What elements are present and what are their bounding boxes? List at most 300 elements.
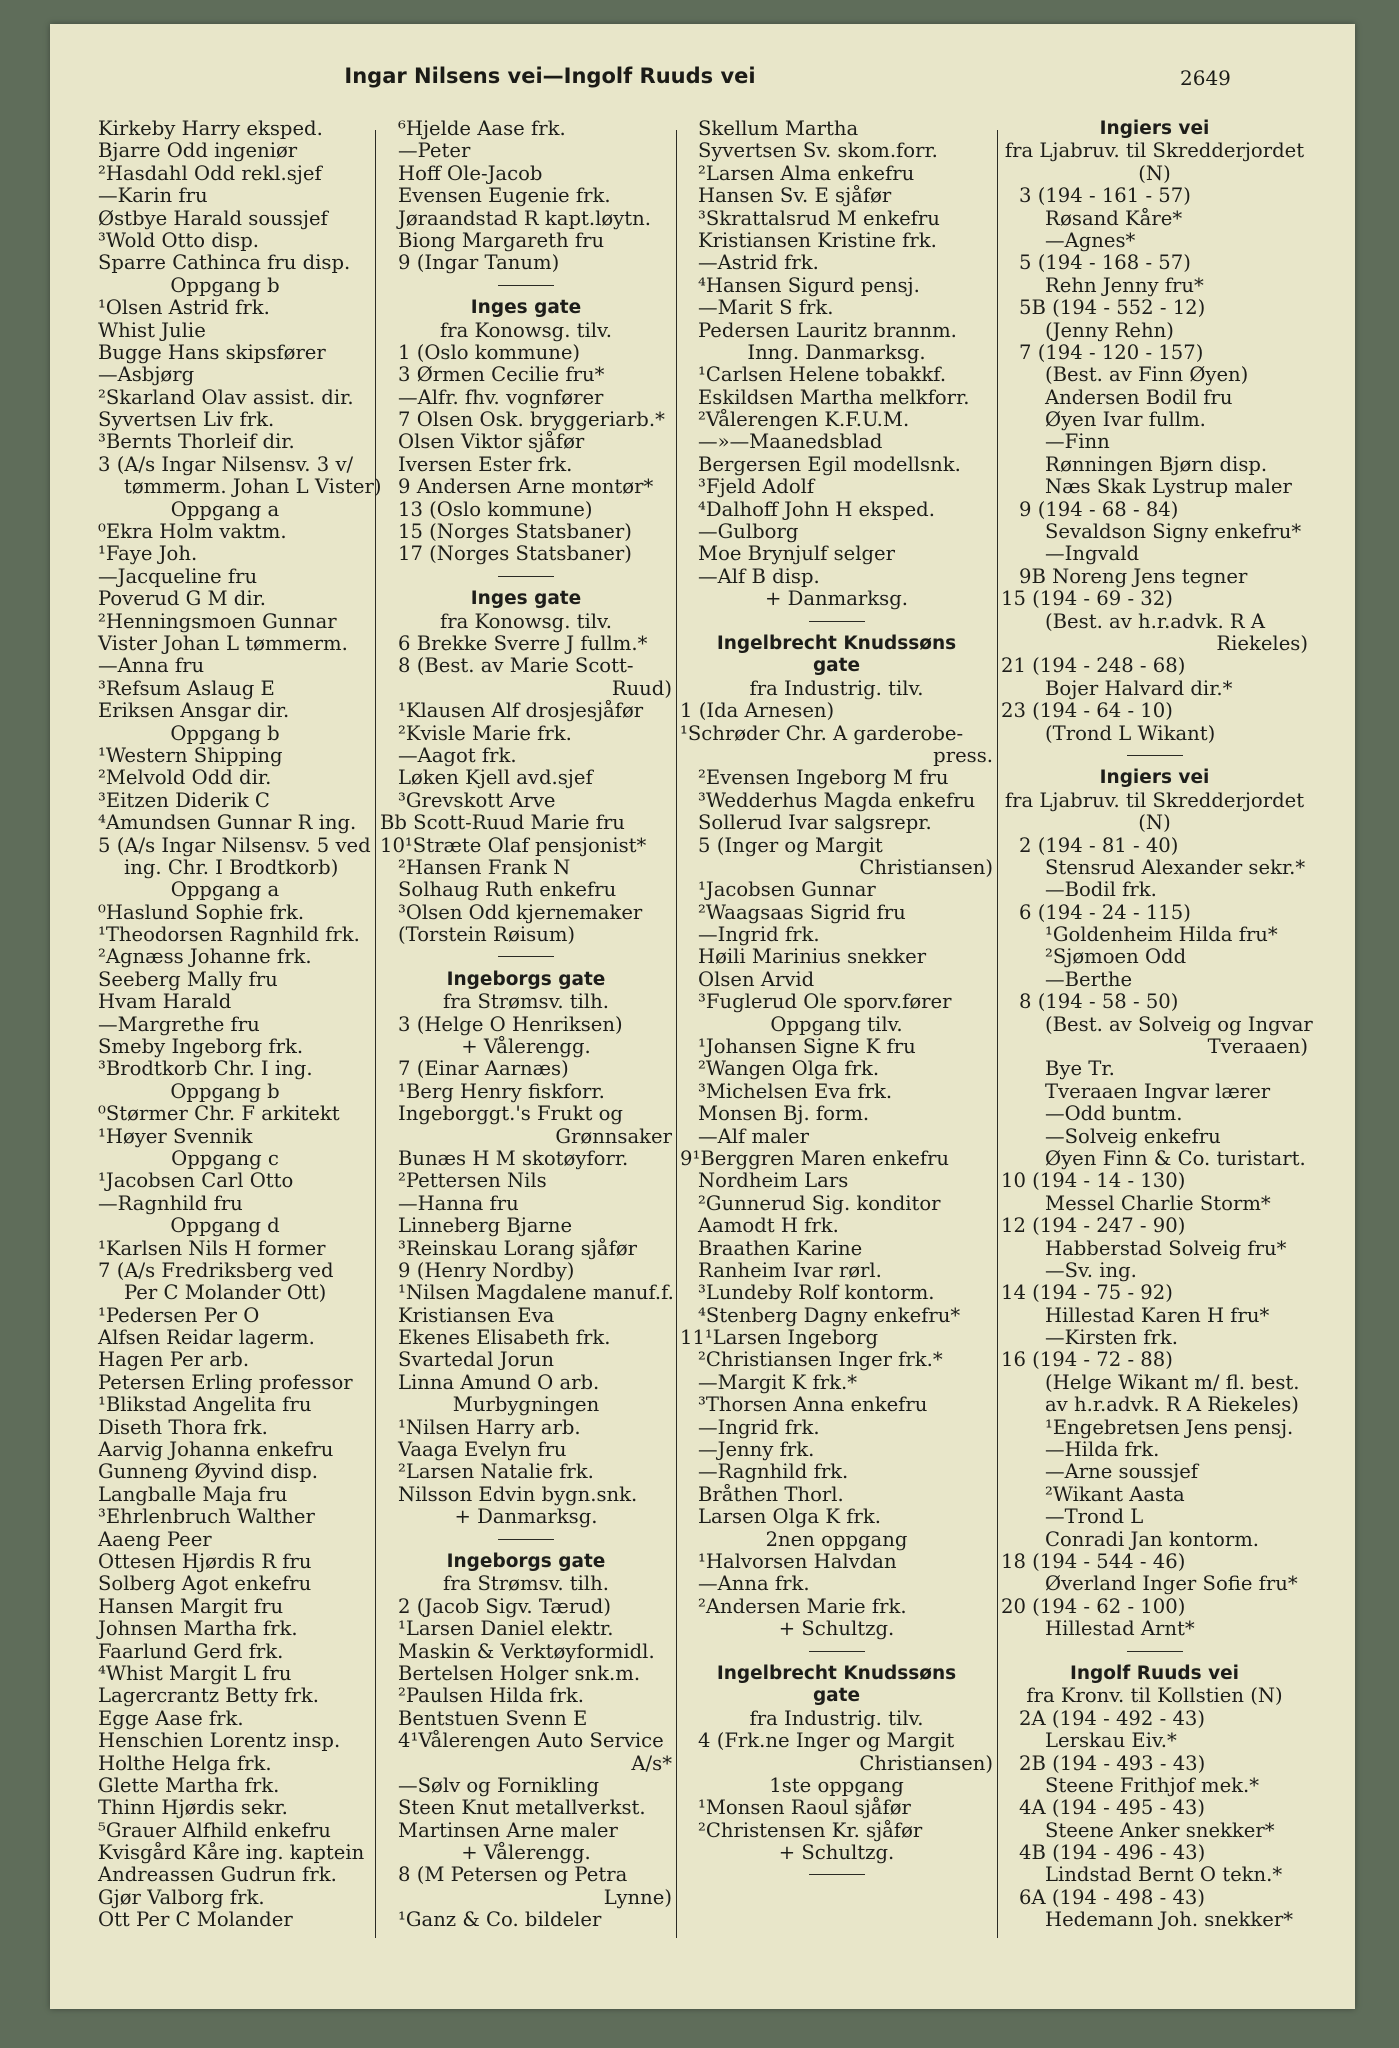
directory-entry: Sevaldson Signy enkefru*: [1045, 520, 1302, 544]
directory-entry: —Ragnhild fru: [98, 1191, 243, 1215]
directory-entry: 3 (194 - 161 - 57): [1019, 184, 1191, 208]
directory-entry: Sparre Cathinca fru disp.: [98, 251, 351, 275]
directory-entry: Evensen Eugenie frk.: [398, 184, 611, 208]
directory-entry: —Berthe: [1045, 967, 1133, 991]
directory-entry: 2nen oppgang: [765, 1527, 908, 1551]
directory-entry: ing. Chr. I Brodtkorb): [124, 855, 339, 879]
directory-entry: ⁰Ekra Holm vaktm.: [98, 520, 287, 544]
directory-entry: Larsen Olga K frk.: [698, 1505, 881, 1529]
directory-entry: ³Wedderhus Magda enkefru: [698, 788, 976, 812]
directory-entry: Kristiansen Eva: [398, 1303, 555, 1327]
directory-entry: Nordheim Lars: [698, 1169, 849, 1193]
directory-entry: —Agnes*: [1045, 228, 1136, 252]
directory-entry: Messel Charlie Storm*: [1045, 1191, 1271, 1215]
section-separator: [380, 1529, 672, 1551]
directory-entry: 1ste oppgang: [769, 1773, 904, 1797]
directory-entry: + Danmarksg.: [454, 1505, 598, 1529]
section-separator: [380, 566, 672, 588]
directory-entry: Øyen Ivar fullm.: [1045, 408, 1206, 432]
directory-entry: fra Konowsg. tilv.: [439, 609, 613, 633]
directory-entry: Inng. Danmarksg.: [747, 340, 926, 364]
directory-entry: (Best. av Finn Øyen): [1045, 363, 1249, 387]
directory-entry: Lindstad Bernt O tekn.*: [1045, 1863, 1283, 1887]
directory-entry: 4A (194 - 495 - 43): [1019, 1796, 1206, 1820]
directory-entry: 2 (194 - 81 - 40): [1019, 833, 1179, 857]
directory-entry: fra Ljabruv. til Skredderjordet: [1004, 139, 1305, 163]
directory-entry: ³Refsum Aslaug E: [98, 676, 275, 700]
directory-entry: ³Lundeby Rolf kontorm.: [698, 1281, 935, 1305]
directory-entry: —Sølv og Fornikling: [398, 1773, 600, 1797]
directory-entry: Eriksen Ansgar dir.: [98, 699, 290, 723]
directory-entry: ²Agnæss Johanne frk.: [98, 945, 312, 969]
directory-entry: Conradi Jan kontorm.: [1045, 1527, 1260, 1551]
directory-entry: Linneberg Bjarne: [398, 1214, 573, 1238]
directory-entry: ¹Blikstad Angelita fru: [98, 1393, 312, 1417]
directory-entry: ¹Goldenheim Hilda fru*: [1045, 923, 1278, 947]
directory-entry: ⁶Hjelde Aase frk.: [398, 117, 566, 140]
directory-entry: 7 Olsen Osk. bryggeriarb.*: [398, 408, 665, 432]
directory-entry: ²Gunnerud Sig. konditor: [698, 1191, 941, 1215]
directory-entry: (Best. av Solveig og Ingvar: [1045, 1012, 1313, 1036]
directory-entry: 1 (Oslo kommune): [398, 340, 581, 364]
directory-entry: Holthe Helga frk.: [98, 1751, 272, 1775]
directory-entry: press.: [933, 743, 993, 767]
directory-entry: (N): [1138, 811, 1171, 835]
directory-entry: Seeberg Mally fru: [98, 967, 278, 991]
directory-entry: ¹Faye Joh.: [98, 542, 198, 566]
directory-entry: fra Strømsv. tilh.: [442, 1572, 610, 1596]
directory-entry: —Hanna fru: [398, 1191, 519, 1215]
directory-entry: ²Melvold Odd dir.: [98, 766, 272, 790]
directory-entry: (Jenny Rehn): [1045, 318, 1174, 342]
directory-entry: ³Eitzen Diderik C: [98, 788, 270, 812]
directory-entry: ²Andersen Marie frk.: [698, 1594, 907, 1618]
street-heading: Ingeborgs gate: [446, 1551, 606, 1572]
directory-entry: fra Industrig. tilv.: [749, 676, 924, 700]
street-heading: Ingelbrecht Knudssøns: [716, 1662, 957, 1684]
directory-entry: tømmerm. Johan L Vister): [124, 475, 382, 499]
directory-entry: —Karin fru: [98, 184, 208, 208]
directory-entry: —Trond L: [1045, 1505, 1144, 1529]
directory-entry: —Bodil frk.: [1045, 878, 1157, 902]
directory-entry: 13 (Oslo kommune): [398, 497, 593, 521]
directory-entry: ¹Schrøder Chr. A garderobe-: [680, 721, 964, 745]
directory-entry: 18 (194 - 544 - 46): [1001, 1550, 1186, 1573]
directory-entry: 6 (194 - 24 - 115): [1019, 900, 1191, 924]
directory-entry: Bertelsen Holger snk.m.: [398, 1661, 641, 1685]
directory-entry: Monsen Bj. form.: [698, 1102, 870, 1126]
directory-entry: Lynne): [603, 1885, 672, 1909]
directory-entry: ³Fjeld Adolf: [698, 475, 815, 499]
directory-entry: ²Christiansen Inger frk.*: [698, 1348, 943, 1372]
directory-entry: fra Industrig. tilv.: [749, 1706, 924, 1730]
section-separator: [680, 1641, 993, 1663]
directory-entry: ³Olsen Odd kjernemaker: [398, 900, 643, 924]
directory-entry: ¹Larsen Daniel elektr.: [398, 1617, 614, 1641]
directory-entry: ¹Theodorsen Ragnhild frk.: [98, 923, 360, 947]
directory-entry: 15 (Norges Statsbaner): [398, 520, 632, 544]
section-separator: [380, 946, 672, 968]
directory-entry: Ingeborggt.'s Frukt og: [398, 1102, 623, 1126]
directory-entry: ²Paulsen Hilda frk.: [398, 1684, 585, 1708]
directory-entry: —Margit K frk.*: [698, 1370, 857, 1394]
directory-entry: —Aagot frk.: [398, 743, 517, 767]
directory-entry: —Sv. ing.: [1045, 1258, 1137, 1282]
directory-entry: Næs Skak Lystrup maler: [1045, 475, 1292, 499]
directory-entry: ²Skarland Olav assist. dir.: [98, 385, 354, 409]
directory-entry: Bergersen Egil modellsnk.: [698, 452, 961, 476]
directory-entry: Ott Per C Molander: [98, 1908, 293, 1932]
directory-entry: 2B (194 - 493 - 43): [1019, 1751, 1206, 1775]
directory-entry: ²Larsen Alma enkefru: [698, 161, 915, 185]
directory-entry: Thinn Hjørdis sekr.: [98, 1796, 288, 1820]
directory-entry: ³Brodtkorb Chr. I ing.: [98, 1057, 313, 1081]
directory-entry: ³Fuglerud Ole sporv.fører: [698, 990, 952, 1014]
directory-entry: Henschien Lorentz insp.: [98, 1729, 341, 1753]
directory-entry: 9 Andersen Arne montør*: [398, 475, 654, 499]
directory-entry: (Helge Wikant m/ fl. best.: [1045, 1370, 1300, 1394]
directory-entry: Syvertsen Sv. skom.forr.: [698, 139, 938, 163]
directory-entry: Bentstuen Svenn E: [398, 1706, 588, 1730]
directory-entry: —Jenny frk.: [698, 1438, 815, 1462]
directory-entry: —Alf B disp.: [698, 564, 820, 588]
directory-entry: 4 (Frk.ne Inger og Margit: [698, 1729, 955, 1753]
directory-entry: ¹Høyer Svennik: [98, 1124, 253, 1148]
directory-entry: Løken Kjell avd.sjef: [398, 766, 593, 790]
page-header-title: Ingar Nilsens vei—Ingolf Ruuds vei: [344, 64, 756, 88]
directory-entry: ³Grevskott Arve: [398, 788, 556, 812]
street-heading: Inges gate: [470, 297, 582, 319]
directory-entry: ²Waagsaas Sigrid fru: [698, 900, 906, 924]
directory-entry: Whist Julie: [98, 318, 206, 342]
directory-entry: Olsen Viktor sjåfør: [398, 430, 585, 454]
directory-entry: Solberg Agot enkefru: [98, 1572, 312, 1596]
directory-entry: Aaeng Peer: [98, 1527, 212, 1551]
directory-column: [80, 117, 382, 1932]
directory-entry: Stensrud Alexander sekr.*: [1045, 855, 1306, 879]
directory-entry: Bjarre Odd ingeniør: [98, 139, 298, 163]
directory-entry: —Ragnhild frk.: [698, 1460, 849, 1484]
directory-entry: Christiansen): [859, 855, 993, 879]
directory-column: [380, 118, 672, 1932]
directory-entry: Habberstad Solveig fru*: [1045, 1236, 1287, 1260]
directory-entry: Hagen Per arb.: [98, 1348, 250, 1372]
directory-entry: 4¹Vålerengen Auto Service: [398, 1729, 664, 1753]
directory-entry: + Schultzg.: [778, 1617, 895, 1641]
column-divider: [997, 130, 998, 1938]
directory-entry: 9 (Ingar Tanum): [398, 251, 560, 275]
directory-entry: 9 (Henry Nordby): [398, 1258, 575, 1282]
directory-entry: ³Bernts Thorleif dir.: [98, 430, 295, 454]
directory-entry: Kristiansen Kristine frk.: [698, 228, 937, 252]
directory-entry: —Astrid frk.: [698, 251, 819, 275]
directory-entry: ⁴Amundsen Gunnar R ing.: [98, 811, 357, 835]
directory-entry: ²Hasdahl Odd rekl.sjef: [98, 161, 322, 185]
directory-entry: Biong Margareth fru: [398, 228, 605, 252]
directory-entry: Andersen Bodil fru: [1045, 385, 1233, 409]
directory-entry: Bugge Hans skipsfører: [98, 340, 326, 364]
directory-entry: Grønnsaker: [555, 1124, 672, 1148]
directory-entry: 6 Brekke Sverre J fullm.*: [398, 631, 648, 655]
directory-entry: —Ingvald: [1045, 542, 1140, 566]
directory-entry: Oppgang tilv.: [770, 1012, 903, 1036]
directory-entry: 14 (194 - 75 - 92): [1001, 1281, 1173, 1305]
directory-entry: 5 (A/s Ingar Nilsensv. 5 ved: [98, 833, 371, 857]
directory-entry: ⁴Hansen Sigurd pensj.: [698, 273, 920, 297]
directory-entry: Oppgang b: [170, 721, 280, 745]
directory-entry: ⁵Grauer Alfhild enkefru: [98, 1818, 331, 1842]
directory-entry: 9B Noreng Jens tegner: [1019, 564, 1248, 588]
directory-entry: ¹Olsen Astrid frk.: [98, 296, 270, 320]
directory-entry: Hansen Margit fru: [98, 1594, 284, 1618]
directory-entry: —Arne soussjef: [1045, 1460, 1199, 1484]
directory-entry: Faarlund Gerd frk.: [98, 1639, 284, 1663]
directory-entry: Skellum Martha: [698, 117, 859, 140]
directory-entry: ¹Berg Henry fiskforr.: [398, 1079, 605, 1103]
directory-entry: (Trond L Wikant): [1045, 721, 1216, 745]
directory-entry: + Vålerengg.: [461, 1841, 591, 1865]
directory-entry: Hvam Harald: [98, 990, 232, 1014]
directory-entry: 10 (194 - 14 - 130): [1001, 1169, 1186, 1193]
section-separator: [1001, 1641, 1308, 1663]
directory-entry: —»—Maanedsblad: [698, 430, 883, 454]
directory-entry: Høili Marinius snekker: [698, 945, 927, 969]
directory-entry: Kirkeby Harry eksped.: [98, 117, 323, 140]
directory-entry: Gunneng Øyvind disp.: [98, 1460, 318, 1484]
directory-entry: 17 (Norges Statsbaner): [398, 542, 632, 566]
directory-entry: ¹Klausen Alf drosjesjåfør: [398, 699, 644, 723]
directory-entry: Iversen Ester frk.: [398, 452, 573, 476]
directory-entry: —Anna frk.: [698, 1572, 810, 1596]
directory-entry: ⁰Størmer Chr. F arkitekt: [98, 1102, 340, 1126]
directory-entry: Diseth Thora frk.: [98, 1415, 268, 1439]
directory-entry: 8 (M Petersen og Petra: [398, 1863, 628, 1887]
directory-entry: 3 (Helge O Henriksen): [398, 1012, 623, 1036]
directory-entry: Rehn Jenny fru*: [1045, 273, 1204, 297]
directory-entry: ²Hansen Frank N: [398, 855, 571, 879]
directory-entry: —Peter: [398, 139, 471, 163]
directory-entry: fra Konowsg. tilv.: [439, 318, 613, 342]
directory-entry: fra Strømsv. tilh.: [442, 990, 610, 1014]
directory-entry: Ranheim Ivar rørl.: [698, 1258, 882, 1282]
directory-entry: —Marit S frk.: [698, 296, 834, 320]
directory-entry: Lagercrantz Betty frk.: [98, 1684, 320, 1708]
directory-entry: —Gulborg: [698, 520, 799, 544]
directory-entry: Smeby Ingeborg frk.: [98, 1035, 304, 1059]
directory-entry: —Alf maler: [698, 1124, 809, 1148]
directory-entry: 1 (Ida Arnesen): [680, 699, 835, 723]
directory-entry: (N): [1138, 161, 1171, 185]
directory-entry: ³Skrattalsrud M enkefru: [698, 206, 940, 230]
directory-entry: ¹Monsen Raoul sjåfør: [698, 1796, 911, 1820]
street-heading: Ingiers vei: [1099, 118, 1210, 139]
directory-entry: —Finn: [1045, 430, 1110, 454]
directory-entry: —Kirsten frk.: [1045, 1326, 1178, 1350]
directory-entry: Steen Knut metallverkst.: [398, 1796, 646, 1820]
directory-entry: Alfsen Reidar lagerm.: [98, 1326, 315, 1350]
directory-entry: 6A (194 - 498 - 43): [1019, 1885, 1206, 1909]
directory-entry: Oppgang a: [170, 878, 280, 902]
directory-entry: ²Larsen Natalie frk.: [398, 1460, 594, 1484]
directory-entry: 5 (194 - 168 - 57): [1019, 251, 1191, 275]
directory-entry: ⁴Stenberg Dagny enkefru*: [698, 1303, 961, 1327]
directory-entry: Steene Anker snekker*: [1045, 1818, 1275, 1842]
directory-entry: Tveraaen): [1207, 1035, 1308, 1059]
street-heading: Ingeborgs gate: [446, 968, 606, 990]
directory-entry: Sollerud Ivar salgsrepr.: [698, 811, 932, 835]
directory-entry: Syvertsen Liv frk.: [98, 408, 275, 432]
directory-entry: ²Wangen Olga frk.: [698, 1057, 880, 1081]
directory-entry: 12 (194 - 247 - 90): [1001, 1214, 1186, 1238]
directory-entry: 9 (194 - 68 - 84): [1019, 497, 1179, 521]
directory-entry: ¹Pedersen Per O: [98, 1303, 260, 1327]
directory-entry: —Ingrid frk.: [698, 1415, 820, 1439]
directory-entry: 2A (194 - 492 - 43): [1019, 1706, 1206, 1730]
directory-entry: 4B (194 - 496 - 43): [1019, 1841, 1206, 1865]
directory-entry: Ruud): [611, 676, 672, 700]
directory-entry: 23 (194 - 64 - 10): [1001, 699, 1173, 723]
directory-entry: Moe Brynjulf selger: [698, 542, 895, 566]
directory-entry: 2 (Jacob Sigv. Tærud): [398, 1594, 611, 1618]
street-heading: Inges gate: [470, 588, 582, 610]
directory-entry: Bunæs H M skotøyforr.: [398, 1146, 629, 1170]
page-number: 2649: [1180, 66, 1231, 90]
directory-entry: 8 (Best. av Marie Scott-: [398, 654, 634, 678]
street-heading: gate: [812, 1685, 861, 1707]
directory-entry: Ekenes Elisabeth frk.: [398, 1326, 611, 1350]
directory-entry: Pedersen Lauritz brannm.: [698, 318, 957, 342]
directory-entry: ³Reinskau Lorang sjåfør: [398, 1236, 638, 1260]
directory-entry: Oppgang d: [170, 1214, 280, 1238]
directory-entry: ¹Karlsen Nils H former: [98, 1236, 326, 1260]
directory-entry: ⁴Dalhoff John H eksped.: [698, 497, 935, 521]
street-heading: gate: [812, 655, 861, 677]
directory-entry: ²Vålerengen K.F.U.M.: [698, 408, 910, 432]
directory-entry: ²Henningsmoen Gunnar: [98, 609, 337, 633]
directory-entry: Andreassen Gudrun frk.: [98, 1863, 337, 1887]
directory-entry: 7 (A/s Fredriksberg ved: [98, 1258, 334, 1282]
section-separator: [1001, 745, 1308, 767]
directory-entry: 10¹Stræte Olaf pensjonist*: [380, 833, 647, 857]
directory-entry: ²Kvisle Marie frk.: [398, 721, 572, 745]
directory-entry: —Hilda frk.: [1045, 1438, 1160, 1462]
directory-entry: ¹Western Shipping: [98, 743, 283, 767]
directory-entry: Bråthen Thorl.: [698, 1482, 844, 1506]
directory-entry: —Odd buntm.: [1045, 1102, 1183, 1126]
directory-entry: ³Wold Otto disp.: [98, 228, 259, 252]
directory-entry: Christiansen): [859, 1751, 993, 1775]
directory-entry: + Danmarksg.: [765, 587, 908, 611]
directory-entry: Røsand Kåre*: [1045, 206, 1183, 230]
directory-entry: 5 (Inger og Margit: [698, 833, 883, 857]
directory-entry: Bye Tr.: [1045, 1057, 1115, 1081]
directory-entry: Oppgang c: [171, 1146, 279, 1170]
directory-entry: —Anna fru: [98, 654, 205, 678]
directory-entry: —Asbjørg: [98, 363, 195, 387]
directory-entry: —Margrethe fru: [98, 1012, 260, 1036]
directory-entry: Nilsson Edvin bygn.snk.: [398, 1482, 638, 1506]
directory-entry: ¹Halvorsen Halvdan: [698, 1550, 897, 1573]
street-heading: Ingolf Ruuds vei: [1069, 1662, 1240, 1684]
directory-entry: —Solveig enkefru: [1045, 1124, 1221, 1148]
directory-entry: Olsen Arvid: [698, 967, 815, 991]
directory-entry: Egge Aase frk.: [98, 1706, 244, 1730]
directory-column: [680, 118, 993, 1887]
directory-entry: 15 (194 - 69 - 32): [1001, 587, 1173, 611]
directory-entry: ¹Jacobsen Carl Otto: [98, 1169, 294, 1193]
directory-column: [1001, 118, 1313, 1932]
directory-entry: Riekeles): [1216, 631, 1308, 655]
directory-entry: —Alfr. fhv. vognfører: [398, 385, 604, 409]
directory-entry: ²Sjømoen Odd: [1045, 945, 1187, 969]
directory-entry: Vaaga Evelyn fru: [398, 1438, 567, 1462]
directory-entry: ¹Engebretsen Jens pensj.: [1045, 1415, 1294, 1439]
directory-entry: (Best. av h.r.advk. R A: [1045, 609, 1266, 633]
column-divider: [676, 130, 677, 1938]
directory-entry: ²Wikant Aasta: [1045, 1482, 1185, 1506]
directory-entry: + Vålerengg.: [461, 1035, 591, 1059]
directory-entry: Hoff Ole-Jacob: [398, 161, 543, 185]
directory-entry: ¹Jacobsen Gunnar: [698, 878, 876, 902]
section-separator: [380, 275, 672, 297]
directory-entry: Solhaug Ruth enkefru: [398, 878, 617, 902]
directory-entry: ³Michelsen Eva frk.: [698, 1079, 893, 1103]
column-divider: [375, 130, 376, 1938]
directory-entry: av h.r.advk. R A Riekeles): [1045, 1393, 1299, 1417]
directory-entry: Vister Johan L tømmerm.: [98, 631, 348, 655]
directory-entry: Bb Scott-Ruud Marie fru: [380, 811, 625, 835]
directory-entry: Hansen Sv. E sjåfør: [698, 184, 892, 208]
directory-entry: Tveraaen Ingvar lærer: [1045, 1079, 1271, 1103]
directory-entry: Østbye Harald soussjef: [98, 206, 328, 230]
directory-entry: 3 Ørmen Cecilie fru*: [398, 363, 605, 387]
directory-entry: 9¹Berggren Maren enkefru: [680, 1146, 950, 1170]
street-heading: Ingelbrecht Knudssøns: [716, 632, 957, 654]
directory-entry: Langballe Maja fru: [98, 1482, 288, 1506]
directory-entry: fra Kronv. til Kollstien (N): [1026, 1684, 1283, 1708]
directory-entry: Per C Molander Ott): [124, 1281, 327, 1305]
directory-entry: Rønningen Bjørn disp.: [1045, 452, 1268, 476]
directory-entry: Hedemann Joh. snekker*: [1045, 1908, 1294, 1932]
section-separator: [680, 611, 993, 633]
directory-entry: 21 (194 - 248 - 68): [1001, 654, 1186, 678]
directory-entry: Aarvig Johanna enkefru: [98, 1438, 334, 1462]
directory-entry: ¹Carlsen Helene tobakkf.: [698, 363, 947, 387]
directory-entry: 7 (Einar Aarnæs): [398, 1057, 569, 1081]
directory-entry: Martinsen Arne maler: [398, 1818, 618, 1842]
directory-entry: ¹Nilsen Magdalene manuf.f.: [398, 1281, 674, 1305]
directory-entry: + Schultzg.: [778, 1841, 895, 1865]
directory-entry: ³Ehrlenbruch Walther: [98, 1505, 315, 1529]
directory-entry: 11¹Larsen Ingeborg: [680, 1326, 879, 1350]
directory-entry: —Jacqueline fru: [98, 564, 258, 588]
directory-entry: 7 (194 - 120 - 157): [1019, 340, 1204, 364]
directory-entry: Braathen Karine: [698, 1236, 863, 1260]
directory-entry: ¹Johansen Signe K fru: [698, 1035, 916, 1059]
directory-entry: Poverud G M dir.: [98, 587, 267, 611]
directory-entry: Petersen Erling professor: [98, 1370, 353, 1394]
directory-entry: Svartedal Jorun: [398, 1348, 554, 1372]
directory-entry: (Torstein Røisum): [398, 923, 576, 947]
directory-entry: —Ingrid frk.: [698, 923, 820, 947]
directory-entry: Oppgang b: [170, 1079, 280, 1103]
street-heading: Ingiers vei: [1099, 767, 1210, 789]
directory-entry: Murbygningen: [452, 1393, 600, 1417]
directory-entry: ²Christensen Kr. sjåfør: [698, 1818, 923, 1842]
directory-entry: ¹Ganz & Co. bildeler: [398, 1908, 602, 1932]
directory-entry: 8 (194 - 58 - 50): [1019, 990, 1179, 1014]
directory-entry: A/s*: [631, 1751, 672, 1775]
